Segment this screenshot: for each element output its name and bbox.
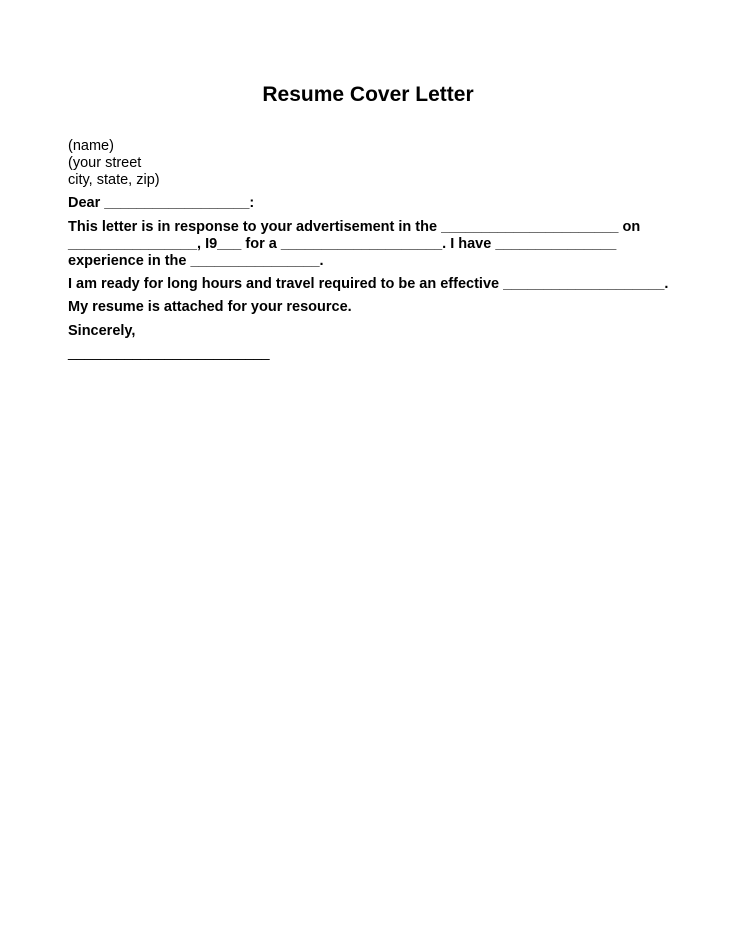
signature-line: _________________________ <box>68 345 270 361</box>
paragraph-line: experience in the ________________. <box>68 253 324 269</box>
address-city-state-zip: city, state, zip) <box>68 172 160 188</box>
salutation: Dear __________________: <box>68 195 255 211</box>
closing: Sincerely, <box>68 323 136 339</box>
address-name: (name) <box>68 138 114 154</box>
paragraph-line: This letter is in response to your advertisement in the ______________________ on <box>68 219 641 235</box>
paragraph-resume-attached: My resume is attached for your resource. <box>68 299 352 315</box>
paragraph-line: ________________, I9___ for a ____________________. I have _______________ <box>68 236 617 252</box>
paragraph-availability: I am ready for long hours and travel required to be an effective ____________________. <box>68 276 669 292</box>
paragraph-advertisement <box>68 219 640 270</box>
address-street: (your street <box>68 155 142 171</box>
sender-address <box>68 138 160 189</box>
page-title: Resume Cover Letter <box>262 83 474 106</box>
